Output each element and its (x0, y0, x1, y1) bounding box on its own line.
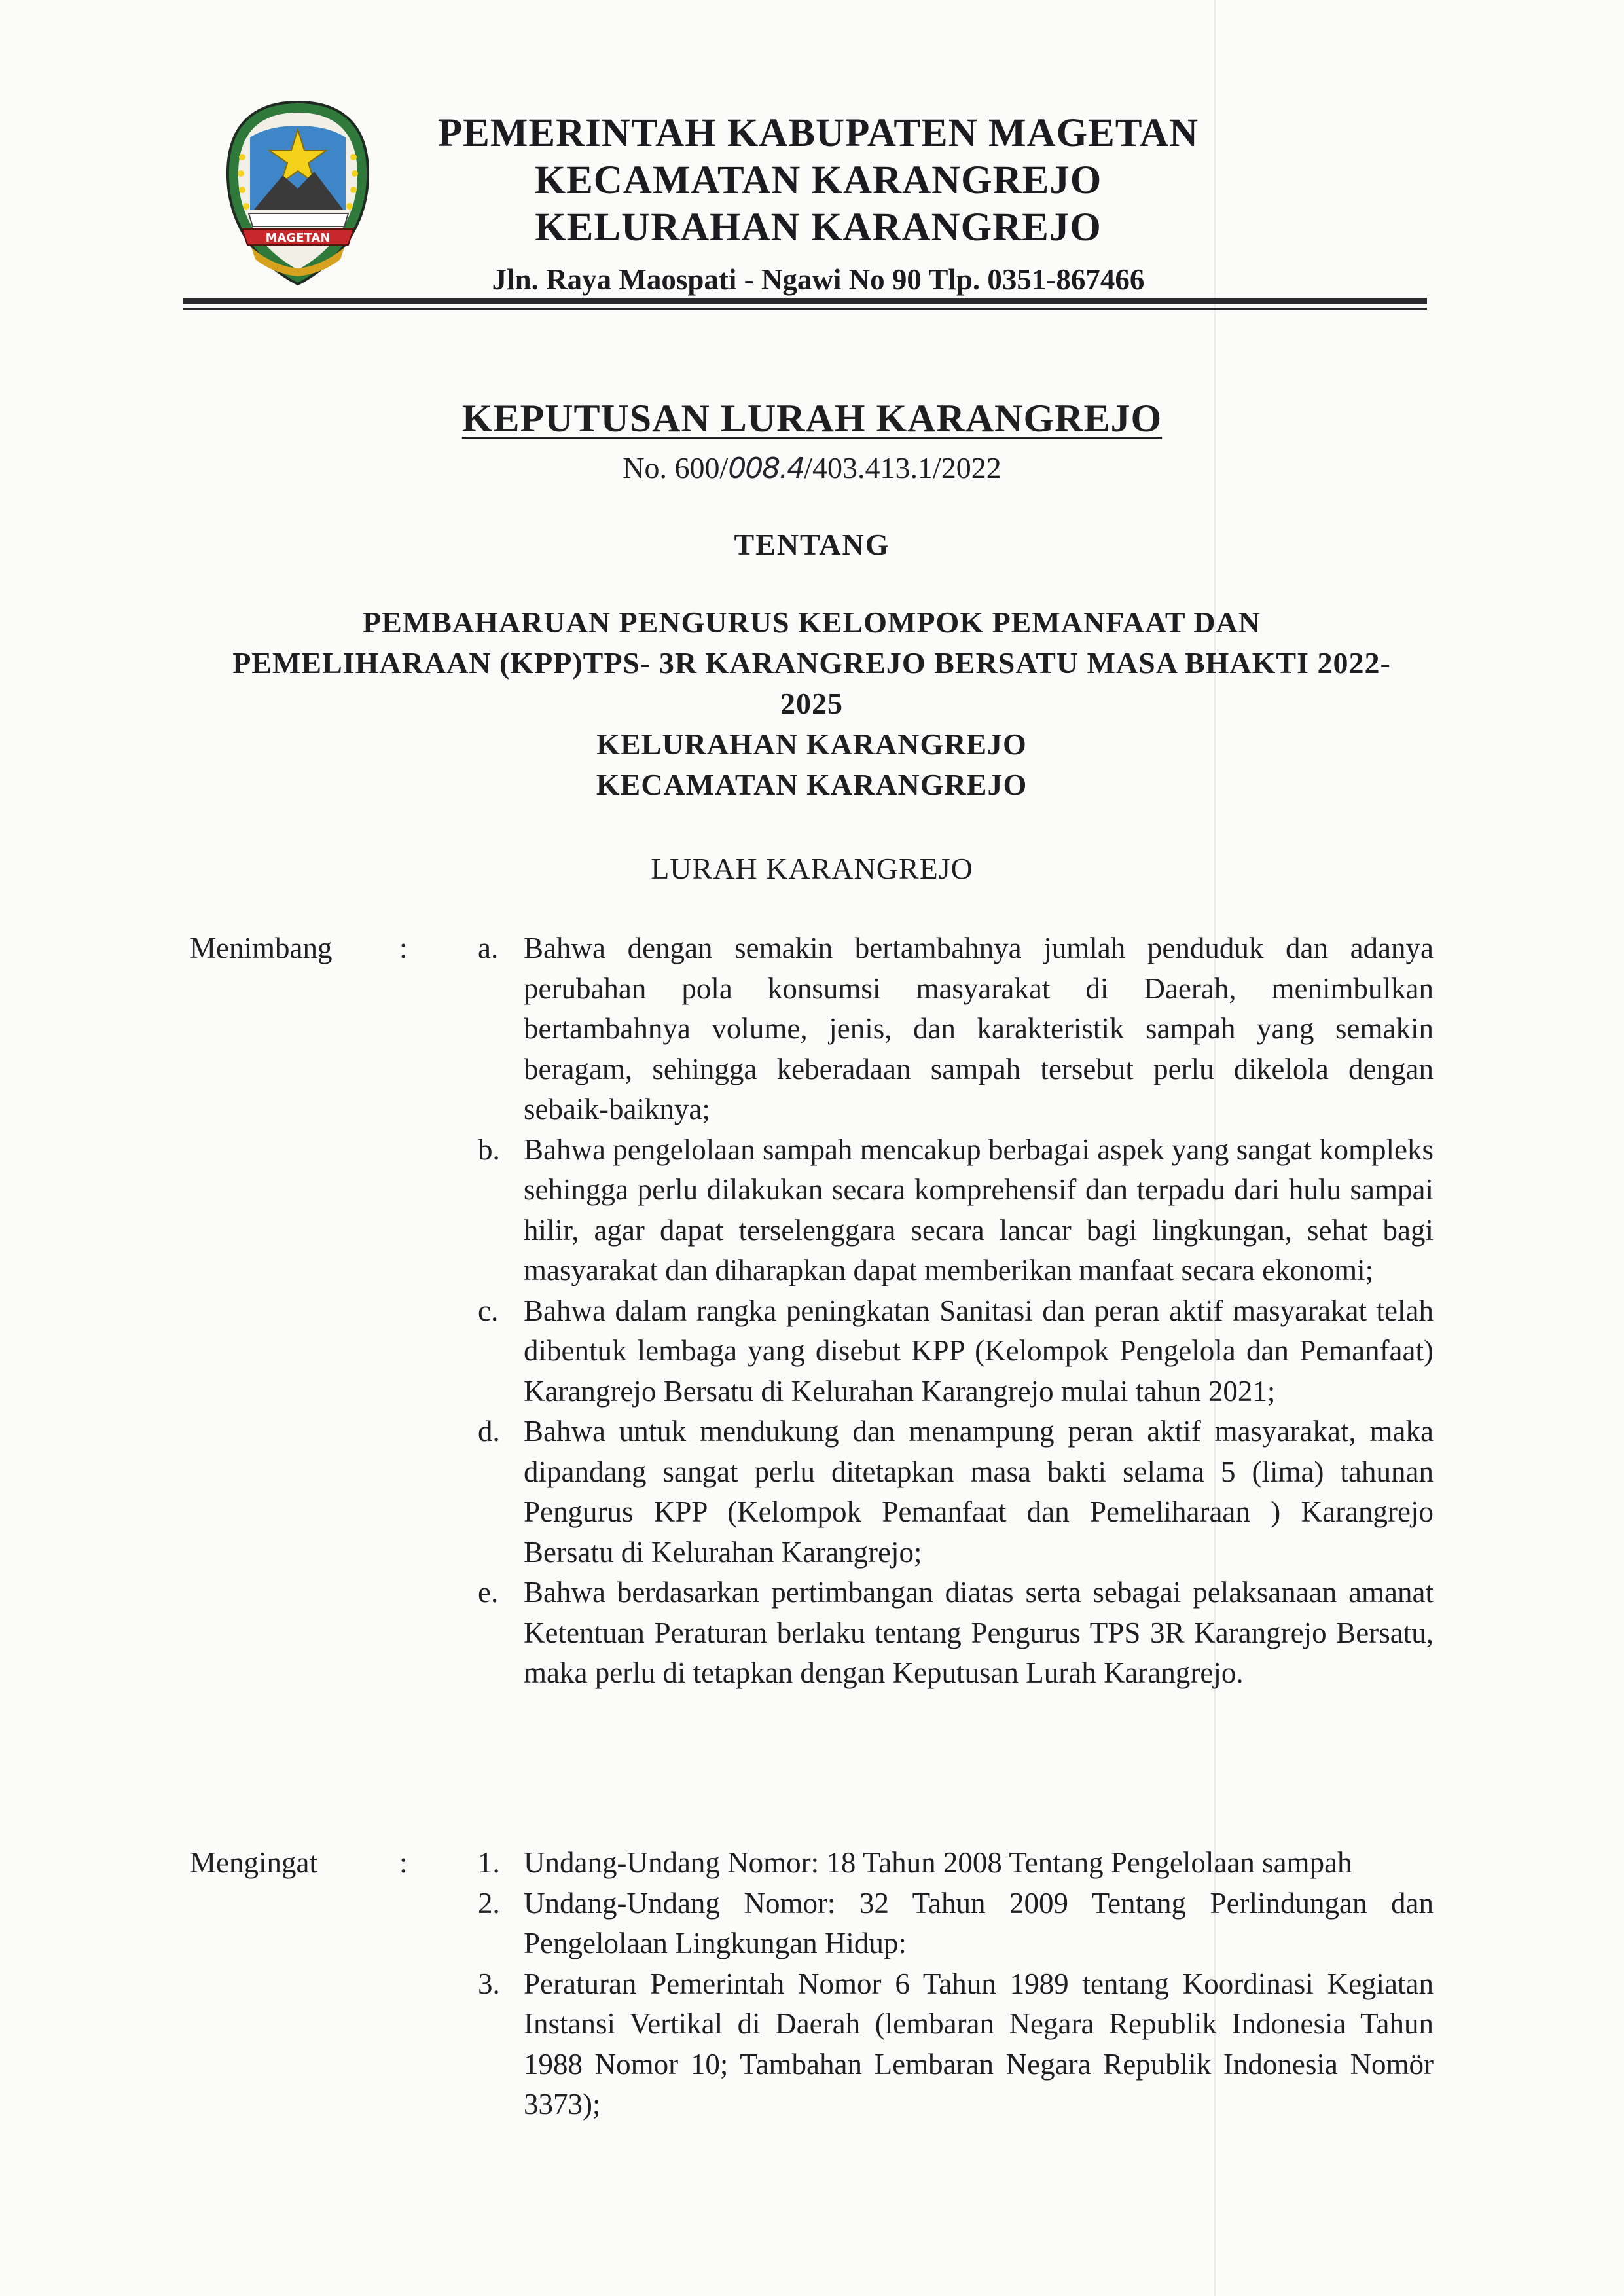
letterhead-divider (183, 298, 1427, 304)
list-item (478, 1130, 1434, 1291)
section-colon: : (399, 932, 408, 964)
section-colon: : (399, 1846, 408, 1879)
subject-line: KELURAHAN KARANGREJO (596, 727, 1027, 761)
menimbang-list (478, 928, 1434, 1694)
letterhead-district: KECAMATAN KARANGREJO (534, 158, 1102, 202)
section-label: Mengingat (190, 1846, 317, 1879)
magetan-emblem-icon (223, 98, 373, 288)
svg-text:MAGETAN: MAGETAN (265, 231, 331, 245)
document-number-handwritten: 008.4 (728, 452, 804, 485)
item-marker: e. (478, 1576, 499, 1609)
list-item (478, 1412, 1434, 1573)
list-item (478, 1573, 1434, 1694)
item-marker: 1. (478, 1846, 500, 1879)
item-text: Bahwa pengelolaan sampah mencakup berbagai aspek yang sangat kompleks sehingga perlu dilakukan secara komprehensif dan terpadu dari hulu sampai hilir, agar dapat terselenggara secara lancar bagi lingkungan, sehat bagi masyarakat dan diharapkan dapat memberikan manfaat secara ekonomi; (524, 1133, 1434, 1286)
item-text: Bahwa untuk mendukung dan menampung peran aktif masyarakat, maka dipandang sangat perlu ditetapkan masa bakti selama 5 (lima) tahunan Pengurus KPP (Kelompok Pemanfaat dan Pemeliharaan ) Karangrejo Bersatu di Kelurahan Karangrejo; (524, 1415, 1434, 1569)
list-item (478, 1291, 1434, 1412)
letterhead (393, 110, 1244, 301)
letterhead-government: PEMERINTAH KABUPATEN MAGETAN (437, 111, 1199, 155)
letterhead-divider-thin (183, 308, 1427, 310)
letterhead-village: KELURAHAN KARANGREJO (535, 206, 1102, 249)
list-item (478, 1843, 1434, 1884)
document-number-prefix: No. 600/ (623, 451, 729, 484)
item-marker: b. (478, 1133, 500, 1166)
item-text: Undang-Undang Nomor: 32 Tahun 2009 Tentang Perlindungan dan Pengelolaan Lingkungan Hidup: (524, 1886, 1434, 1959)
list-item (478, 928, 1434, 1130)
item-text: Bahwa dalam rangka peningkatan Sanitasi dan peran aktif masyarakat telah dibentuk lembaga yang disebut KPP (Kelompok Pengelola dan Pemanfaat) Karangrejo Bersatu di Kelurahan Karangrejo mulai tahun 2021; (524, 1294, 1434, 1408)
item-marker: d. (478, 1415, 500, 1448)
letterhead-address: Jln. Raya Maospati - Ngawi No 90 Tlp. 0351-867466 (492, 263, 1145, 296)
item-text: Peraturan Pemerintah Nomor 6 Tahun 1989 tentang Koordinasi Kegiatan Instansi Vertikal di Daerah (lembaran Negara Republik Indonesia Tahun 1988 Nomor 10; Tambahan Lembaran Negara Republik Indonesia Nomör 3373); (524, 1967, 1434, 2121)
item-text: Bahwa berdasarkan pertimbangan diatas serta sebagai pelaksanaan amanat Ketentuan Peraturan berlaku tentang Pengurus TPS 3R Karangrejo Bersatu, maka perlu di tetapkan dengan Keputusan Lurah Karangrejo. (524, 1576, 1434, 1689)
mengingat-list (478, 1843, 1434, 2125)
decree-subject (170, 602, 1453, 805)
item-marker: c. (478, 1294, 499, 1327)
document-number-suffix: /403.413.1/2022 (804, 451, 1001, 484)
subject-line: PEMBAHARUAN PENGURUS KELOMPOK PEMANFAAT DAN (363, 606, 1261, 639)
document-title: KEPUTUSAN LURAH KARANGREJO (461, 397, 1163, 440)
logo-banner (242, 229, 353, 245)
item-text: Undang-Undang Nomor: 18 Tahun 2008 Tentang Pengelolaan sampah (524, 1846, 1352, 1879)
list-item (478, 1884, 1434, 1964)
item-text: Bahwa dengan semakin bertambahnya jumlah penduduk dan adanya perubahan pola konsumsi masyarakat di Daerah, menimbulkan bertambahnya volume, jenis, dan karakteristik sampah yang semakin beragam, sehingga keberadaan sampah tersebut perlu dikelola dengan sebaik-baiknya; (524, 932, 1434, 1125)
issuing-official: LURAH KARANGREJO (651, 852, 973, 885)
list-item (478, 1964, 1434, 2125)
subject-line: PEMELIHARAAN (KPP)TPS- 3R KARANGREJO BERSATU MASA BHAKTI 2022- (232, 646, 1391, 680)
item-marker: a. (478, 932, 499, 964)
item-marker: 2. (478, 1886, 500, 1920)
item-marker: 3. (478, 1967, 500, 2000)
subject-line: KECAMATAN KARANGREJO (596, 768, 1028, 801)
document-number (0, 450, 1624, 485)
subject-line: 2025 (780, 687, 843, 720)
tentang-heading: TENTANG (734, 528, 890, 561)
section-label: Menimbang (190, 932, 333, 964)
